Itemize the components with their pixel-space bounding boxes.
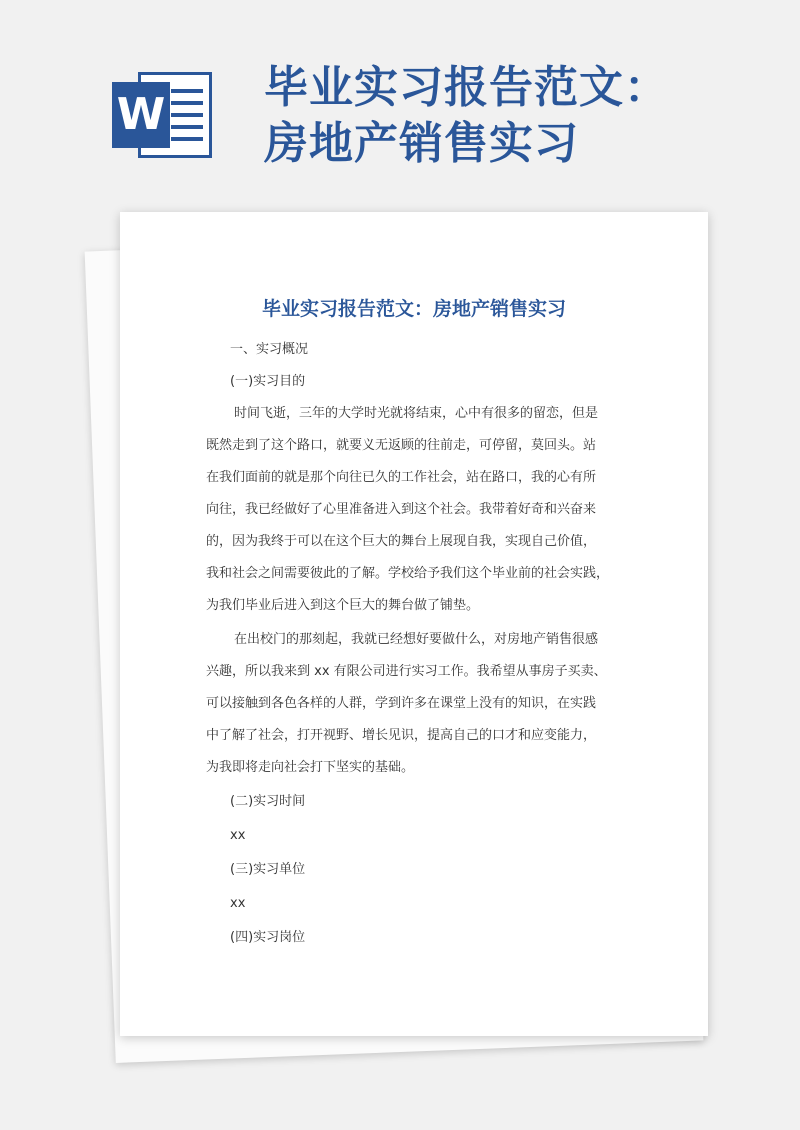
paragraph-line: 为我们毕业后进入到这个巨大的舞台做了铺垫。 xyxy=(206,598,480,613)
paragraph-line: 在我们面前的就是那个向往已久的工作社会，站在路口，我的心有所 xyxy=(206,470,597,485)
paragraph-line: 可以接触到各色各样的人群，学到许多在课堂上没有的知识，在实践 xyxy=(206,696,597,711)
word-icon-line xyxy=(171,125,203,129)
subsection-heading: (一)实习目的 xyxy=(230,374,306,389)
page-title: 毕业实习报告范文：房地产销售实习 xyxy=(264,62,669,169)
paragraph-line: xx xyxy=(230,896,246,911)
paragraph-line: xx xyxy=(230,828,246,843)
word-icon-line xyxy=(171,113,203,117)
subsection-heading: (三)实习单位 xyxy=(230,862,306,877)
subsection-heading: (四)实习岗位 xyxy=(230,930,306,945)
section-heading: 一、实习概况 xyxy=(230,342,309,357)
paragraph-line: 时间飞逝，三年的大学时光就将结束，心中有很多的留恋，但是 xyxy=(234,406,599,421)
page-header xyxy=(0,0,800,200)
paragraph-line: 在出校门的那刻起，我就已经想好要做什么，对房地产销售很感 xyxy=(234,632,599,647)
word-icon-letter: W xyxy=(112,82,170,148)
paragraph-line: 既然走到了这个路口，就要义无返顾的往前走，可停留，莫回头。站 xyxy=(206,438,597,453)
paragraph-line: 的，因为我终于可以在这个巨大的舞台上展现自我，实现自己价值， xyxy=(206,534,597,549)
paragraph-line: 向往，我已经做好了心里准备进入到这个社会。我带着好奇和兴奋来 xyxy=(206,502,597,517)
document-title: 毕业实习报告范文：房地产销售实习 xyxy=(261,298,566,320)
word-document-icon xyxy=(112,72,212,158)
paragraph-line: 我和社会之间需要彼此的了解。学校给予我们这个毕业前的社会实践， xyxy=(206,566,610,581)
word-icon-line xyxy=(171,101,203,105)
document-page xyxy=(120,212,708,1036)
word-icon-line xyxy=(171,89,203,93)
word-icon-line xyxy=(171,137,203,141)
paragraph-line: 兴趣，所以我来到 xx 有限公司进行实习工作。我希望从事房子买卖、 xyxy=(206,664,607,679)
paragraph-line: 为我即将走向社会打下坚实的基础。 xyxy=(206,760,415,775)
paragraph-line: 中了解了社会，打开视野、增长见识，提高自己的口才和应变能力， xyxy=(206,728,597,743)
subsection-heading: (二)实习时间 xyxy=(230,794,306,809)
